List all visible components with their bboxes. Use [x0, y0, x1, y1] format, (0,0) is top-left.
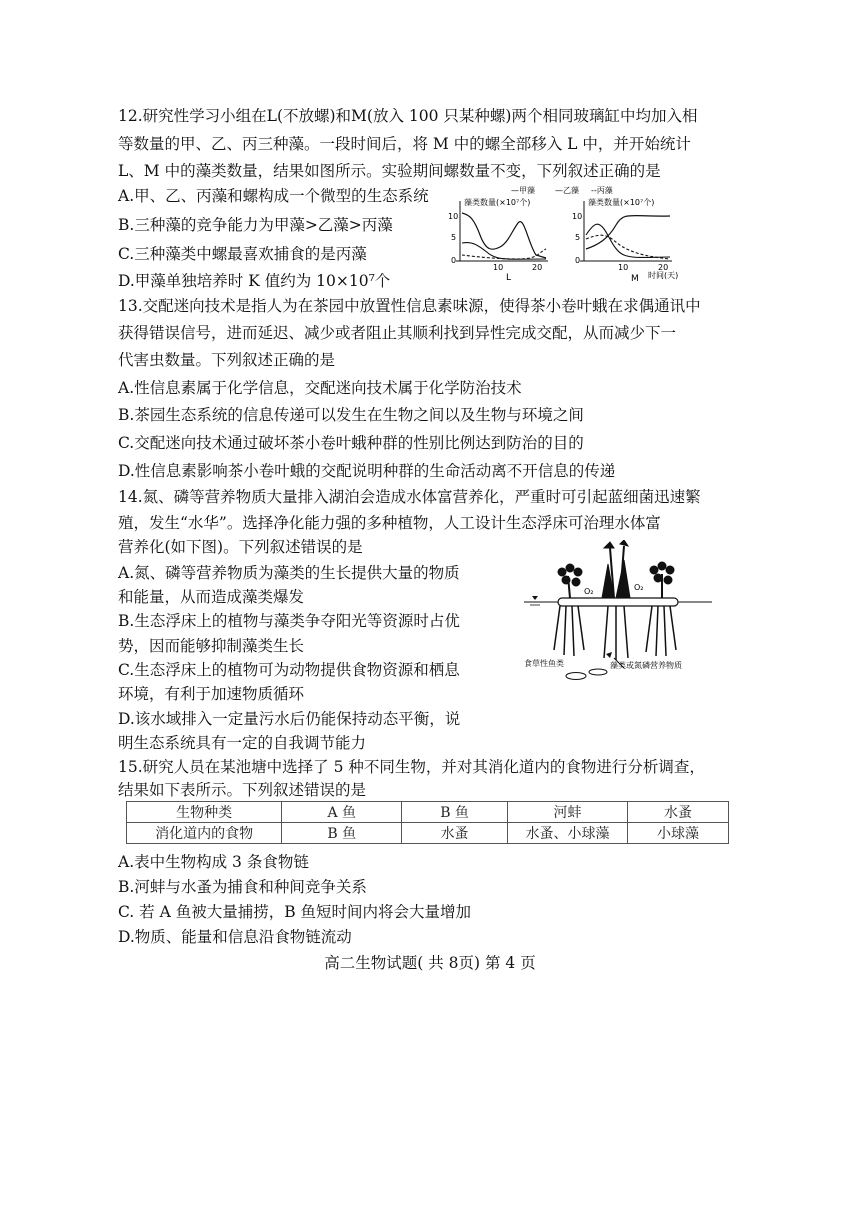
- label-algae-nutrients: 藻类或氮磷营养物质: [610, 661, 682, 670]
- q12-option-a: A.甲、乙、丙藻和螺构成一个微型的生态系统: [118, 187, 429, 205]
- legend-bing: --丙藻: [591, 186, 613, 195]
- page-footer: 高二生物试题( 共 8页) 第 4 页: [324, 954, 536, 972]
- ylabel-m: 藻类数量(×10⁷个): [588, 198, 655, 207]
- l-tick-x-10: 10: [493, 263, 504, 272]
- q13-stem-line-1: 13.交配迷向技术是指人为在茶园中放置性信息素味源，使得茶小卷叶蛾在求偶通讯中: [118, 297, 701, 315]
- table-header-cell: A 鱼: [282, 802, 402, 823]
- m-panel-label: M: [631, 274, 639, 283]
- q13-option-d: D.性信息素影响茶小卷叶蛾的交配说明种群的生命活动离不开信息的传递: [118, 462, 616, 480]
- q14-stem-line-2: 殖，发生“水华”。选择净化能力强的多种植物，人工设计生态浮床可治理水体富: [118, 514, 661, 532]
- q15-option-d: D.物质、能量和信息沿食物链流动: [118, 928, 352, 946]
- q14-option-b-line-1: B.生态浮床上的植物与藻类争夺阳光等资源时占优: [118, 612, 460, 630]
- l-panel-label: L: [506, 273, 512, 283]
- l-tick-x-20: 20: [532, 263, 543, 272]
- q15-food-table: [126, 801, 729, 844]
- q14-stem-line-1: 14.氮、磷等营养物质大量排入湖泊会造成水体富营养化，严重时可引起蓝细菌迅速繁: [118, 488, 701, 506]
- q13-option-c: C.交配迷向技术通过破坏茶小卷叶蛾种群的性别比例达到防治的目的: [118, 434, 584, 452]
- table-header-cell: 生物种类: [127, 802, 282, 823]
- m-tick-y-5: 5: [575, 233, 581, 242]
- q15-option-a: A.表中生物构成 3 条食物链: [118, 853, 309, 871]
- m-tick-y-10: 10: [572, 212, 583, 221]
- q14-option-b-line-2: 势，因而能够抑制藻类生长: [118, 637, 305, 655]
- o2-label-2: O₂: [634, 583, 644, 592]
- q12-algae-chart: [448, 183, 698, 283]
- q12-option-c: C.三种藻类中螺最喜欢捕食的是丙藻: [118, 245, 367, 263]
- q12-option-b: B.三种藻的竞争能力为甲藻>乙藻>丙藻: [118, 216, 393, 234]
- q15-stem-line-2: 结果如下表所示。下列叙述错误的是: [118, 781, 367, 799]
- legend-yi: —乙藻: [555, 186, 579, 195]
- m-tick-x-10: 10: [618, 263, 629, 272]
- m-curve-bing: [586, 235, 670, 259]
- fish-2: [589, 669, 607, 675]
- q14-option-d-line-1: D.该水域排入一定量污水后仍能保持动态平衡，说: [118, 710, 461, 728]
- q13-stem-line-2: 获得错误信号，进而延迟、减少或者阻止其顺利找到异性完成交配，从而减少下一: [118, 324, 677, 342]
- table-header-row: [127, 802, 729, 823]
- plant-left: [554, 564, 584, 656]
- q14-option-d-line-2: 明生态系统具有一定的自我调节能力: [118, 734, 367, 752]
- q13-stem-line-3: 代害虫数量。下列叙述正确的是: [118, 351, 336, 369]
- m-tick-y-0: 0: [575, 256, 581, 265]
- q14-stem-line-3: 营养化(如下图)。下列叙述错误的是: [118, 538, 363, 556]
- table-cell: 水蚤、小球藻: [508, 823, 628, 844]
- q14-floating-bed-figure: [524, 540, 714, 685]
- ylabel-l: 藻类数量(×10⁷个): [464, 198, 531, 207]
- q15-option-c: C. 若 A 鱼被大量捕捞，B 鱼短时间内将会大量增加: [118, 903, 472, 921]
- q15-stem-line-1: 15.研究人员在某池塘中选择了 5 种不同生物，并对其消化道内的食物进行分析调查，: [118, 758, 705, 776]
- q14-option-c-line-1: C.生态浮床上的植物可为动物提供食物资源和栖息: [118, 661, 460, 679]
- q13-option-b: B.茶园生态系统的信息传递可以发生在生物之间以及生物与环境之间: [118, 406, 584, 424]
- q12-stem-line-1: 12.研究性学习小组在L(不放螺)和M(放入 100 只某种螺)两个相同玻璃缸中均加入相: [118, 107, 698, 125]
- legend-jia: —甲藻: [511, 186, 535, 195]
- l-tick-y-5: 5: [451, 233, 457, 242]
- q12-stem-line-3: L、M 中的藻类数量，结果如图所示。实验期间螺数量不变，下列叙述正确的是: [118, 162, 661, 180]
- table-cell: 小球藻: [627, 823, 728, 844]
- fish-1: [566, 673, 586, 680]
- q12-stem-line-2: 等数量的甲、乙、丙三种藻。一段时间后，将 M 中的螺全部移入 L 中，并开始统计: [118, 135, 691, 153]
- table-cell: 水蚤: [402, 823, 508, 844]
- m-curve-jia: [586, 216, 670, 249]
- q12-option-d: D.甲藻单独培养时 K 值约为 10×10⁷个: [118, 272, 391, 290]
- q14-option-c-line-2: 环境，有利于加速物质循环: [118, 685, 305, 703]
- label-herbivorous-fish: 食草性鱼类: [524, 659, 564, 668]
- table-cell: 消化道内的食物: [127, 823, 282, 844]
- l-tick-y-0: 0: [451, 256, 457, 265]
- table-header-cell: 河蚌: [508, 802, 628, 823]
- table-cell: B 鱼: [282, 823, 402, 844]
- q13-option-a: A.性信息素属于化学信息，交配迷向技术属于化学防治技术: [118, 379, 522, 397]
- m-curve-yi: [586, 224, 670, 257]
- m-tick-x-20: 20: [658, 263, 669, 272]
- o2-label-1: O₂: [584, 587, 594, 596]
- table-header-cell: B 鱼: [402, 802, 508, 823]
- q14-option-a-line-2: 和能量，从而造成藻类爆发: [118, 588, 305, 606]
- l-curve-jia: [462, 213, 546, 258]
- plant-right: [646, 562, 676, 656]
- xlabel: 时间(天): [648, 271, 679, 280]
- l-tick-y-10: 10: [448, 212, 459, 221]
- table-header-cell: 水蚤: [627, 802, 728, 823]
- table-row: [127, 823, 729, 844]
- q14-option-a-line-1: A.氮、磷等营养物质为藻类的生长提供大量的物质: [118, 564, 460, 582]
- q15-option-b: B.河蚌与水蚤为捕食和种间竞争关系: [118, 878, 367, 896]
